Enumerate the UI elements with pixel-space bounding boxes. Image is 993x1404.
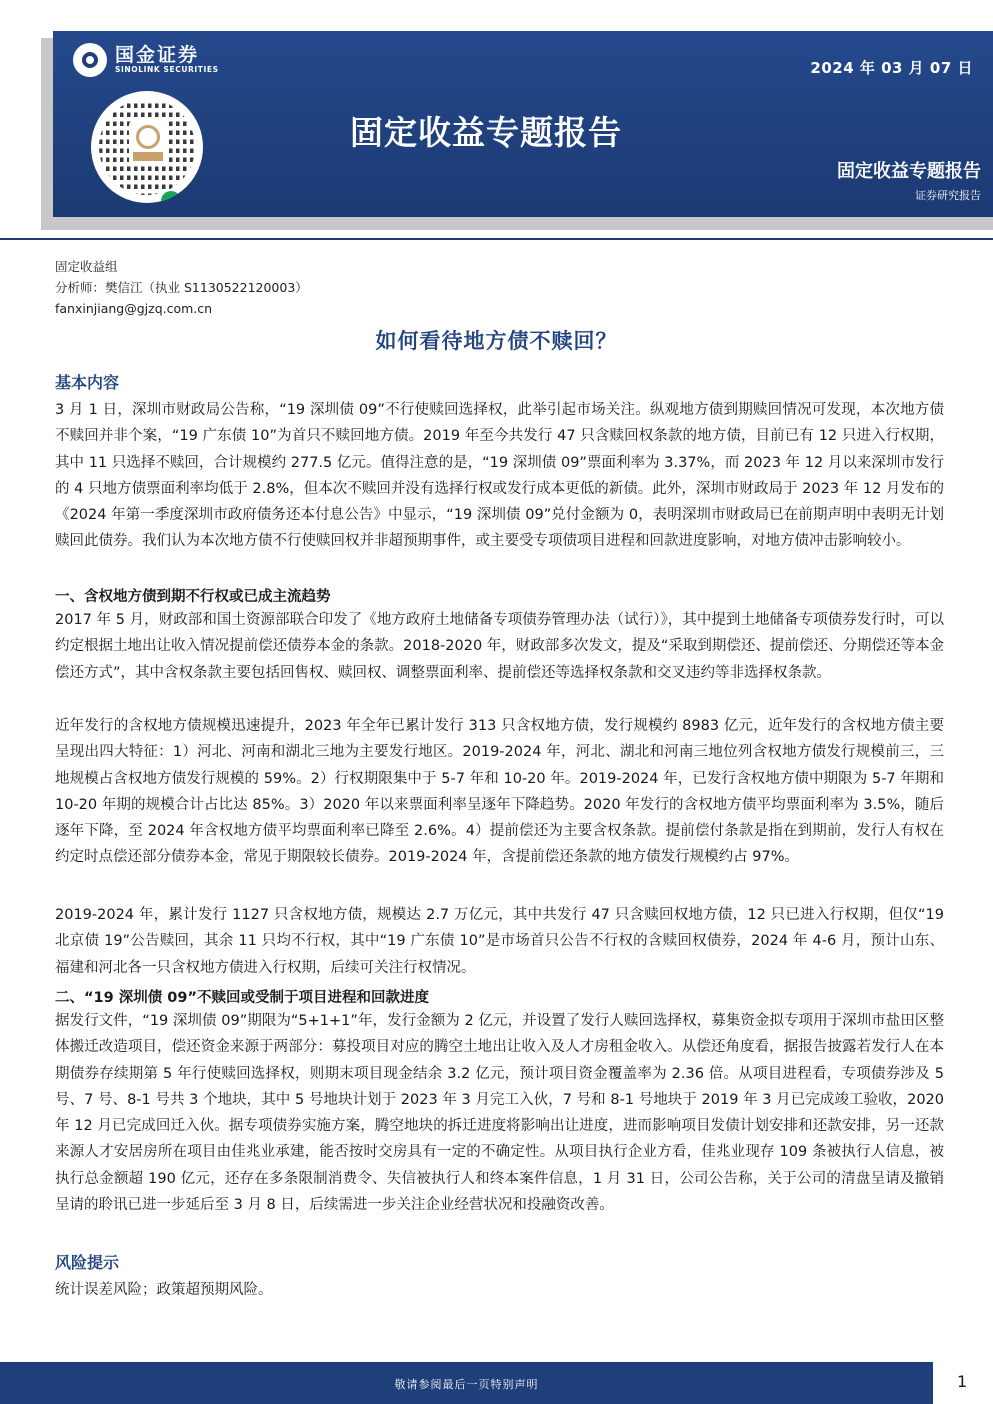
paragraph-2: 2017 年 5 月，财政部和国土资源部联合印发了《地方政府土地储备专项债券管理办法（试行）》，其中提到土地储备专项债券发行时，可以约定根据土地出让收入情况提前偿还债券本金的条款。2018-2020 年，财政部多次发文，提及“采取到期偿还、提前偿还、分期偿还等本金偿还方式”，其中含权条款主要包括回售权、赎回权、调整票面利率、提前偿还等选择权条款和交叉违约等非选择权条款。 <box>55 612 944 681</box>
company-logo <box>73 43 219 77</box>
analyst-name: 分析师：樊信江（执业 S1130522120003） <box>55 280 308 295</box>
paragraph-4: 2019-2024 年，累计发行 1127 只含权地方债，规模达 2.7 万亿元，其中共发行 47 只含赎回权地方债，12 只已进入行权期，但仅“19 北京债 19”公告赎回，其余 11 只均不行权，其中“19 广东债 10”是市场首只公告不行权的含赎回权债券，2024 年 4-6 月，预计山东、福建和河北各一只含权地方债进入行权期，后续可关注行权情况。 <box>55 907 944 976</box>
report-type-title: 固定收益专题报告 <box>837 161 981 182</box>
logo-english-name: SINOLINK SECURITIES <box>115 65 219 74</box>
report-main-title: 固定收益专题报告 <box>350 113 622 152</box>
logo-chinese-name: 国金证券 <box>115 44 200 66</box>
mini-program-icon <box>161 191 181 203</box>
report-category: 证券研究报告 <box>915 189 981 202</box>
analyst-email[interactable]: fanxinjiang@gjzq.com.cn <box>55 301 213 316</box>
subheading-2: 二、“19 深圳债 09”不赎回或受制于项目进程和回款进度 <box>55 990 430 1006</box>
section-heading-risk: 风险提示 <box>55 1253 120 1272</box>
author-info <box>55 256 308 319</box>
header-divider <box>0 238 993 240</box>
subheading-1: 一、含权地方债到期不行权或已成主流趋势 <box>55 589 331 605</box>
logo-mark-icon <box>73 43 107 77</box>
section-heading-basic: 基本内容 <box>55 373 120 392</box>
paragraph-summary: 3 月 1 日，深圳市财政局公告称，“19 深圳债 09”不行使赎回选择权，此举引起市场关注。纵观地方债到期赎回情况可发现，本次地方债不赎回并非个案，“19 广东债 10”为首只不赎回地方债。2019 年至今共发行 47 只含赎回权条款的地方债，目前已有 12 只进入行权期，其中 11 只选择不赎回，合计规模约 277.5 亿元。值得注意的是，“19 深圳债 09”票面利率为 3.37%，而 2023 年 12 月以来深圳市发行的 4 只地方债票面利率均低于 2.8%，但本次不赎回并没有选择行权或发行成本更低的新债。此外，深圳市财政局于 2023 年 12 月发布的《2024 年第一季度深圳市政府债务还本付息公告》中显示，“19 深圳债 09”兑付金额为 0，表明深圳市财政局已在前期声明中表明无计划赎回此债券。我们认为本次地方债不行使赎回权并非超预期事件，或主要受专项债项目进程和回款进度影响，对地方债冲击影响较小。 <box>55 402 944 550</box>
risk-text: 统计误差风险；政策超预期风险。 <box>55 1282 273 1298</box>
page-number: 1 <box>957 1372 968 1391</box>
document-title: 如何看待地方债不赎回？ <box>375 328 618 353</box>
team-name: 固定收益组 <box>55 259 118 274</box>
paragraph-3: 近年发行的含权地方债规模迅速提升，2023 年全年已累计发行 313 只含权地方债，发行规模约 8983 亿元，近年发行的含权地方债主要呈现出四大特征：1）河北、河南和湖北三地为主要发行地区。2019-2024 年，河北、湖北和河南三地位列含权地方债发行规模前三，三地规模占含权地方债发行规模的 59%。2）行权期限集中于 5-7 年和 10-20 年。2019-2024 年，已发行含权地方债中期限为 5-7 年期和 10-20 年期的规模合计占比达 85%。3）2020 年以来票面利率呈逐年下降趋势。2020 年发行的含权地方债平均票面利率为 3.5%，随后逐年下降，至 2024 年含权地方债平均票面利率已降至 2.6%。4）提前偿还为主要含权条款。提前偿付条款是指在到期前，发行人有权在约定时点偿还部分债券本金，常见于期限较长债券。2019-2024 年，含提前偿还条款的地方债发行规模约占 97%。 <box>55 718 944 866</box>
report-date: 2024 年 03 月 07 日 <box>810 59 973 77</box>
report-header-banner <box>53 31 993 217</box>
footer-disclaimer[interactable]: 敬请参阅最后一页特别声明 <box>394 1378 539 1391</box>
paragraph-5: 据发行文件，“19 深圳债 09”期限为“5+1+1”年，发行金额为 2 亿元，并设置了发行人赎回选择权，募集资金拟专项用于深圳市盐田区整体搬迁改造项目，偿还资金来源于两部分：募投项目对应的腾空土地出让收入及人才房租金收入。从偿还角度看，据报告披露若发行人在本期债券存续期第 5 年行使赎回选择权，则期末项目现金结余 3.2 亿元，预计项目资金覆盖率为 2.36 倍。从项目进程看，专项债券涉及 5 号、7 号、8-1 号共 3 个地块，其中 5 号地块计划于 2023 年 3 月完工入伙，7 号和 8-1 号地块于 2019 年 3 月已完成竣工验收，2020 年 12 月已完成回迁入伙。据专项债券实施方案，腾空地块的拆迁进度将影响出让进度，进而影响项目发债计划安排和还款安排，另一还款来源人才安居房所在项目由佳兆业承建，能否按时交房具有一定的不确定性。从项目执行企业方看，佳兆业现存 109 条被执行人信息，被执行总金额超 190 亿元，还存在多条限制消费令、失信被执行人和终本案件信息，1 月 31 日，公司公告称，关于公司的清盘呈请及撤销呈请的聆讯已进一步延后至 3 月 8 日，后续需进一步关注企业经营状况和投融资改善。 <box>55 1013 944 1214</box>
qr-code-icon <box>91 91 203 203</box>
